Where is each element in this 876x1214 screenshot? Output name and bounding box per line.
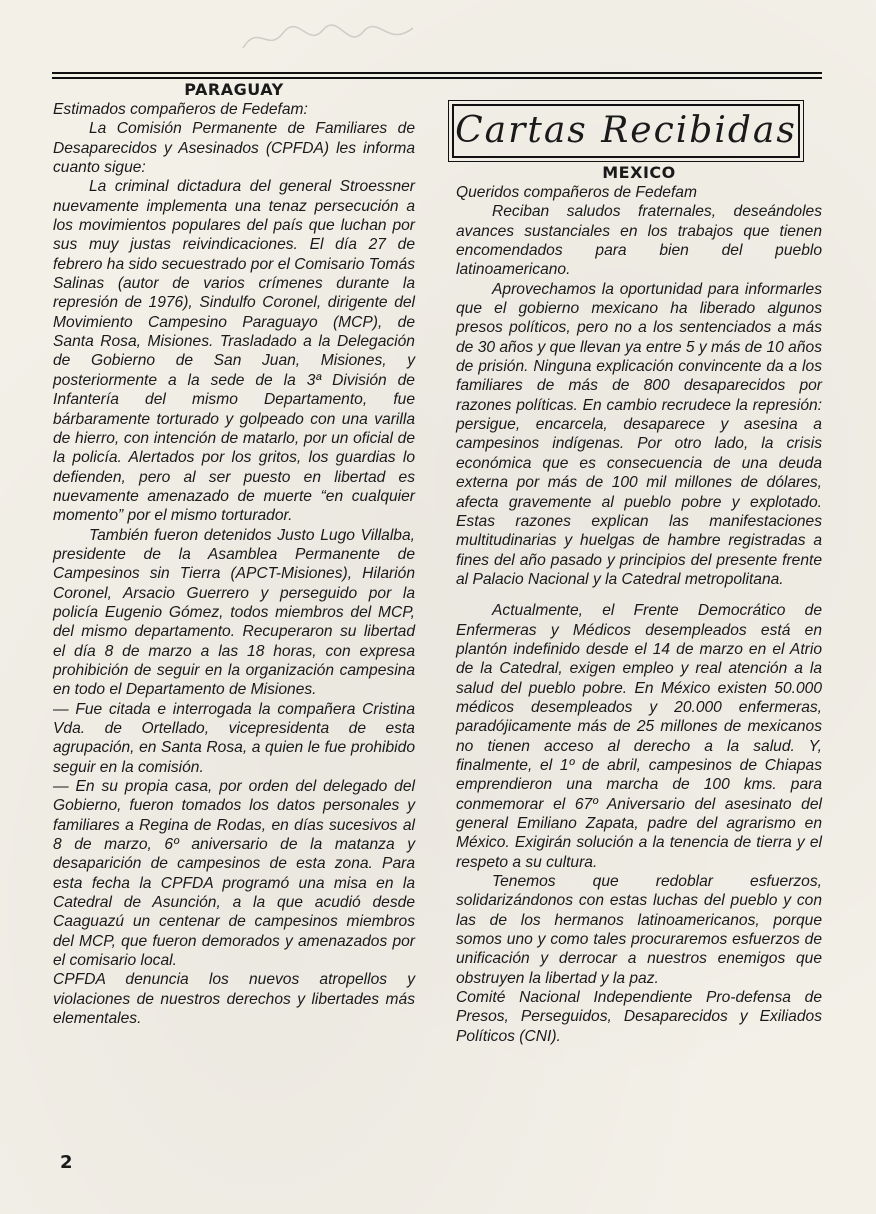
paraguay-heading: PARAGUAY	[184, 80, 284, 99]
mexico-paragraph: Reciban saludos fraternales, deseándoles avances sustanciales en los trabajos que tienen encomendados para bien del pueblo latinoamericano.	[456, 203, 822, 279]
paraguay-paragraph: También fueron detenidos Justo Lugo Villalba, presidente de la Asamblea Permanente de Campesinos sin Tierra (APCT-Misiones), Hilarión Coronel, Arsacio Guerrero y perseguido por la policía Eugenio Gómez, todos miembros del MCP, del mismo departamento. Recuperaron su libertad el día 8 de marzo a las 18 horas, con expresa prohibición de seguir en la organización campesina en todo el Departamento de Misiones.	[53, 526, 415, 699]
mexico-paragraph: Tenemos que redoblar esfuerzos, solidarizándonos con estas luchas del pueblo y con las de los hermanos latinoamericanos, porque somos uno y como tales procuraremos esfuerzos de unificación y derrocar a nuestros enemigos que obstruyen la libertad y la paz.	[456, 873, 822, 987]
mexico-column	[456, 163, 822, 1046]
top-rule	[52, 72, 822, 74]
paraguay-paragraph: — En su propia casa, por orden del delegado del Gobierno, fueron tomados los datos personales y familiares a Regina de Rodas, en días sucesivos al 8 de marzo, 6º aniversario de la matanza y desaparición de campesinos de esta zona. Para esta fecha la CPFDA programó una misa en la Catedral de Asunción, a la que acudió desde Caaguazú un centenar de campesinos miembros del MCP, que fueron demorados y amenazados por el comisario local.	[53, 778, 415, 970]
mexico-salutation: Queridos compañeros de Fedefam	[456, 184, 697, 201]
mexico-signature: Comité Nacional Independiente Pro-defensa de Presos, Perseguidos, Desaparecidos y Exiliados Políticos (CNI).	[456, 989, 822, 1045]
paraguay-paragraph: La Comisión Permanente de Familiares de Desaparecidos y Asesinados (CPFDA) les informa cuanto sigue:	[53, 120, 415, 177]
mexico-heading: MEXICO	[602, 163, 676, 182]
paraguay-salutation: Estimados compañeros de Fedefam:	[53, 101, 308, 118]
mexico-paragraph: Actualmente, el Frente Democrático de Enfermeras y Médicos desempleados está en plantón indefinido desde el 14 de marzo en el Atrio de la Catedral, exigen empleo y real atención a la salud del pueblo pobre. En México existen 50.000 médicos desempleados y 20.000 enfermeras, paradójicamente más de 25 millones de mexicanos no tienen acceso al derecho a la salud. Y, finalmente, el 1º de abril, campesinos de Chiapas emprendieron una marcha de 100 kms. para conmemorar el 67º Aniversario del asesinato del general Emiliano Zapata, padre del agrarismo en México. Exigirán solución a la tenencia de tierra y el respeto a su cultura.	[456, 602, 822, 871]
cartas-recibidas-banner	[452, 104, 800, 158]
handwritten-mark	[238, 18, 418, 58]
paraguay-closing: CPFDA denuncia los nuevos atropellos y violaciones de nuestros derechos y libertades más elementales.	[53, 971, 415, 1028]
banner-title: Cartas Recibidas	[455, 110, 797, 151]
paraguay-paragraph: — Fue citada e interrogada la compañera Cristina Vda. de Ortellado, vicepresidenta de esta agrupación, en Santa Rosa, a quien le fue prohibido seguir en la comisión.	[53, 700, 415, 776]
mexico-paragraph: Aprovechamos la oportunidad para informarles que el gobierno mexicano ha liberado algunos presos políticos, pero no a los sentenciados a más de 30 años y que llevan ya entre 5 y más de 10 años de prisión. Ninguna explicación convincente da a los familiares de más de 800 desaparecidos por razones políticas. En cambio recrudece la represión: persigue, encarcela, desaparece y asesina a campesinos indígenas. Por otro lado, la crisis económica que es consecuencia de una deuda externa por más de 100 mil millones de dólares, afecta gravemente al pueblo pobre y explotado. Estas razones explican las manifestaciones multitudinarias y huelgas de hambre registradas a fines del año pasado y principios del presente frente al Palacio Nacional y la Catedral metropolitana.	[456, 280, 822, 588]
paraguay-paragraph: La criminal dictadura del general Stroessner nuevamente implementa una tenaz persecución a los movimientos populares del país que luchan por sus muy justas reivindicaciones. El día 27 de febrero ha sido secuestrado por el Comisario Tomás Salinas (autor de varios crímenes durante la represión de 1976), Sindulfo Coronel, dirigente del Movimiento Campesino Paraguayo (MCP), de Santa Rosa, Misiones. Trasladado a la Delegación de Gobierno de San Juan, Misiones, y posteriormente a la sede de la 3ª División de Infantería del mismo Departamento, fue bárbaramente torturado y golpeado con una varilla de hierro, con intención de matarlo, por un oficial de la policía. Alertados por los gritos, los guardias lo defienden, pero al ser puesto en libertad es nuevamente amenazado de muerte “en cualquier momento” por el mismo torturador.	[53, 178, 415, 525]
top-rule-secondary	[52, 77, 822, 79]
page-number: 2	[60, 1152, 73, 1173]
paraguay-column	[53, 80, 415, 1029]
